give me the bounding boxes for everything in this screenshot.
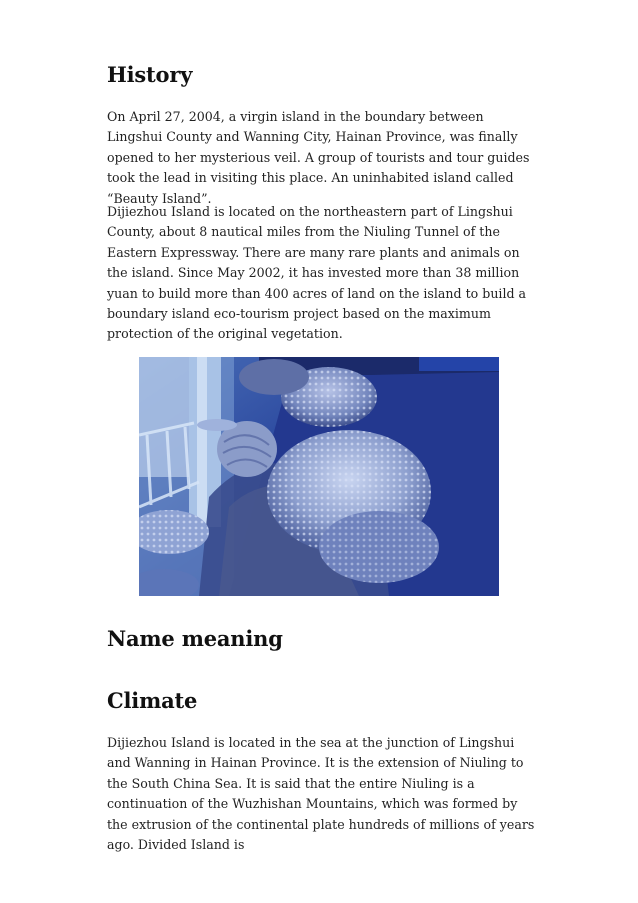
history-paragraph-1: On April 27, 2004, a virgin island in the boundary between Lingshui County and Wanning City, Hainan Province, was finally opened to her mysterious veil. A group of tourists and tour guides took the lead in visiting this place. An uninhabited island called “Beauty Island”.: [107, 109, 530, 206]
coral-photo: [139, 357, 499, 596]
section-heading-climate: Climate: [107, 688, 198, 713]
climate-paragraph-1: Dijiezhou Island is located in the sea at the junction of Lingshui and Wanning in Hainan Province. It is the extension of Niuling to the South China Sea. It is said that the entire Niuling is a continuation of the Wuzhishan Mountains, which was formed by the extrusion of the continental plate hundreds of millions of years ago. Divided Island is: [107, 735, 535, 853]
section-heading-history: History: [107, 62, 193, 87]
history-paragraph-2: Dijiezhou Island is located on the northeastern part of Lingshui County, about 8 nautical miles from the Niuling Tunnel of the Eastern Expressway. There are many rare plants and animals on the island. Since May 2002, it has invested more than 38 million yuan to build more than 400 acres of land on the island to build a boundary island eco-tourism project based on the maximum protection of the original vegetation.: [107, 204, 527, 342]
coral-photo-image: [139, 357, 499, 596]
section-heading-name-meaning: Name meaning: [107, 626, 283, 651]
